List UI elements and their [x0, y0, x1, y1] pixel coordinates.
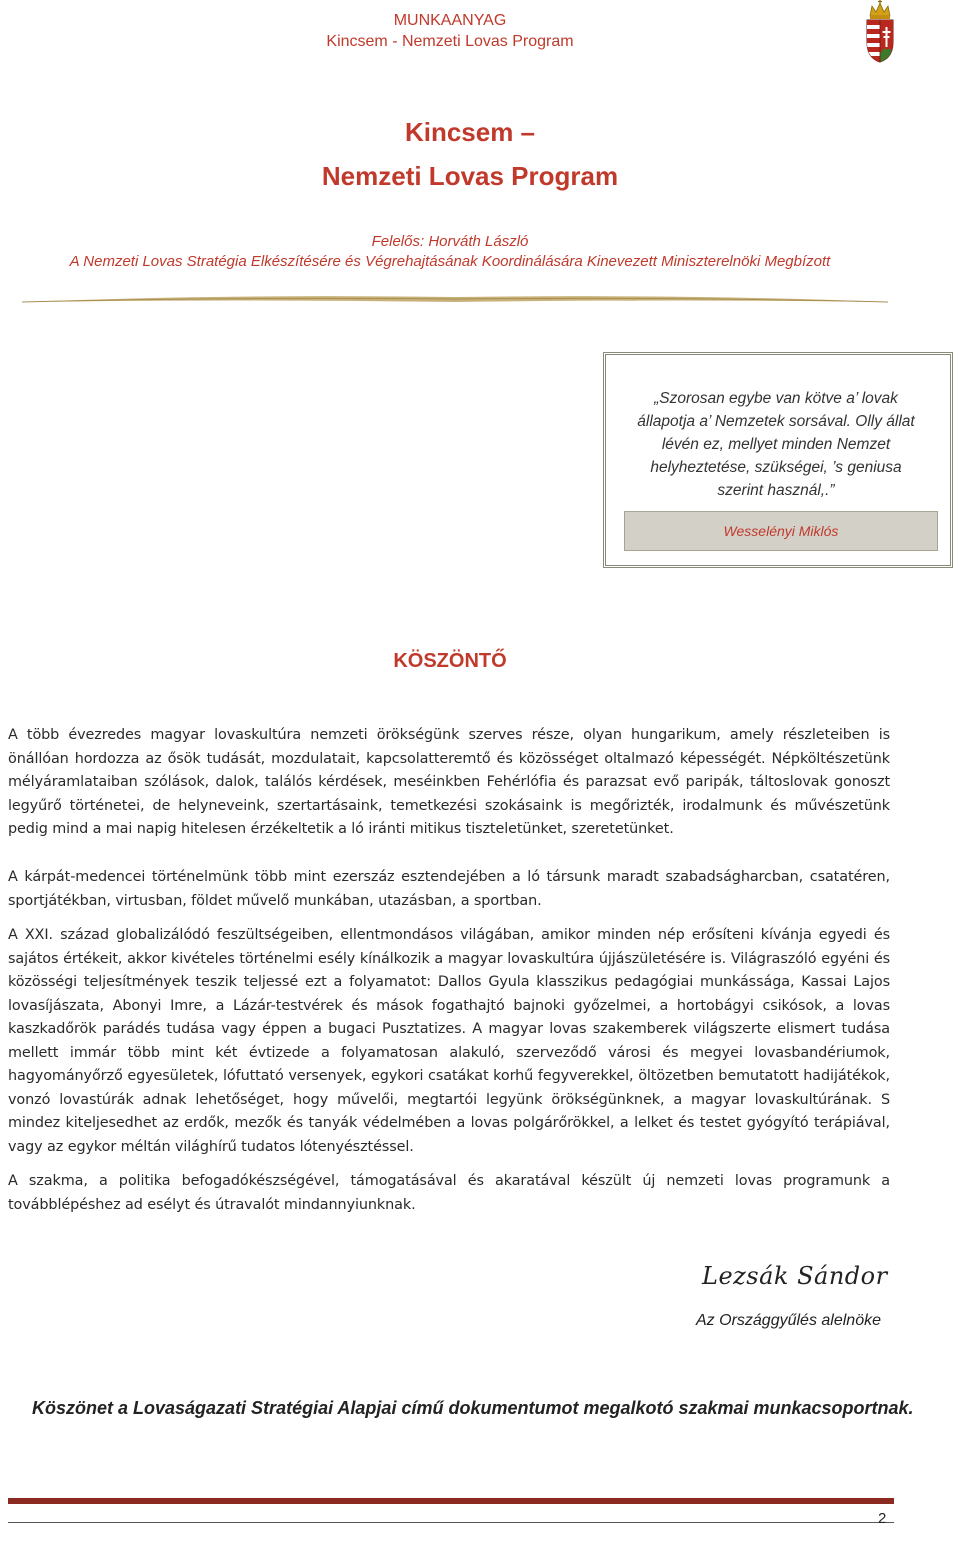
footer-divider	[8, 1498, 894, 1504]
responsible-block	[0, 232, 900, 272]
responsible-person: Felelős: Horváth László	[371, 233, 529, 250]
responsible-position: A Nemzeti Lovas Stratégia Elkészítésére és Végrehajtásának Koordinálására Kinevezett Miniszterelnöki Megbízott	[69, 253, 831, 270]
title-line-2: Nemzeti Lovas Program	[321, 161, 619, 191]
epigraph-quote: „Szorosan egybe van kötve a’ lovak állapotja a’ Nemzetek sorsával. Olly állat lévén ez, mellyet minden Nemzet helyheztetése, szükségei, ’s geniusa szerint használ,.”	[637, 390, 915, 499]
running-header	[0, 10, 960, 52]
decorative-divider	[22, 292, 888, 308]
paragraph: A kárpát-medencei történelmünk több mint ezerszáz esztendejében a ló társunk maradt szabadságharcban, csatatéren, sportjátékban, virtusban, földet művelő munkában, utazásban, a sportban.	[8, 869, 890, 909]
hungarian-coat-of-arms-icon	[862, 0, 898, 64]
page-number: 2	[878, 1510, 887, 1527]
epigraph-box	[603, 352, 953, 568]
title-line-1: Kincsem –	[404, 117, 536, 147]
header-draft-label: MUNKAANYAG	[393, 12, 507, 29]
acknowledgement: Köszönet a Lovaságazati Stratégiai Alapjai című dokumentumot megalkotó szakmai munkacsoportnak.	[32, 1398, 914, 1418]
epigraph-author: Wesselényi Miklós	[624, 511, 938, 551]
section-heading: KÖSZÖNTŐ	[393, 650, 507, 672]
header-program-title: Kincsem - Nemzeti Lovas Program	[326, 33, 574, 50]
signature: Lezsák Sándor	[702, 1262, 888, 1290]
document-title	[0, 110, 950, 198]
footer-thin-rule	[8, 1522, 894, 1523]
paragraph: A XXI. század globalizálódó feszültségeiben, ellentmondásos világában, amikor minden nép erősíteni kívánja egyedi és sajátos értékeit, akkor kivételes történelmi esély kínálkozik a magyar lovaskultúra újjászületésére is. Világraszóló egyéni és közösségi teljesítmények teszik teljessé ezt a folyamatot: Dallos Gyula klasszikus pedagógiai munkássága, Kassai Lajos lovasíjászata, Abonyi Imre, a Lázár-testvérek és mások fogathajtó bajnoki győzelmei, a hortobágyi csikósok, a lovas kaszkadőrök parádés tudása vagy éppen a bugaci Pusztatizes. A magyar lovas szakemberek világszerte elismert tudása mellett immár több mint két évtizede a folyamatosan alakuló, szerveződő városi és megyei lovasbandériumok, hagyományőrző egyesületek, lófuttató versenyek, egykori csatákat korhű fegyverekkel, öltözetben bemutatott hadijátékok, vonzó lovastúrák adnak lehetőséget, hogy művelői, megtartói legyünk örökségünknek, a magyar lovaskultúrának. S mindez kiteljesedhet az erdők, mezők és tanyák védelmében a lovas polgárőrökkel, a lelket és testet gyógyító terápiával, vagy az egykor méltán világhírű tudatos lótenyésztéssel.	[8, 927, 890, 1155]
signatory-role: Az Országgyűlés alelnöke	[696, 1312, 881, 1329]
paragraph: A több évezredes magyar lovaskultúra nemzeti örökségünk szerves része, olyan hungarikum, amely részleteiben is önállóan hordozza az ősök tudását, mozdulatait, kapcsolatteremtő és közösséget oltalmazó képességét. Népköltészetünk mélyáramlataiban szólások, dalok, találós kérdések, meséinkben Fehérlófia és parazsat evő paripák, táltoslovak gonoszt legyűrő történetei, de helyneveink, szertartásaink, temetkezési szokásaink is megőrizték, irodalmunk és művészetünk pedig mind a mai napig hitelesen érzékeltetik a ló iránti mitikus tiszteletünket, szeretetünket.	[8, 727, 890, 837]
paragraph: A szakma, a politika befogadókészségével, támogatásával és akaratával készült új nemzeti lovas programunk a továbblépéshez ad esélyt és útravalót mindannyiunknak.	[8, 1173, 890, 1213]
